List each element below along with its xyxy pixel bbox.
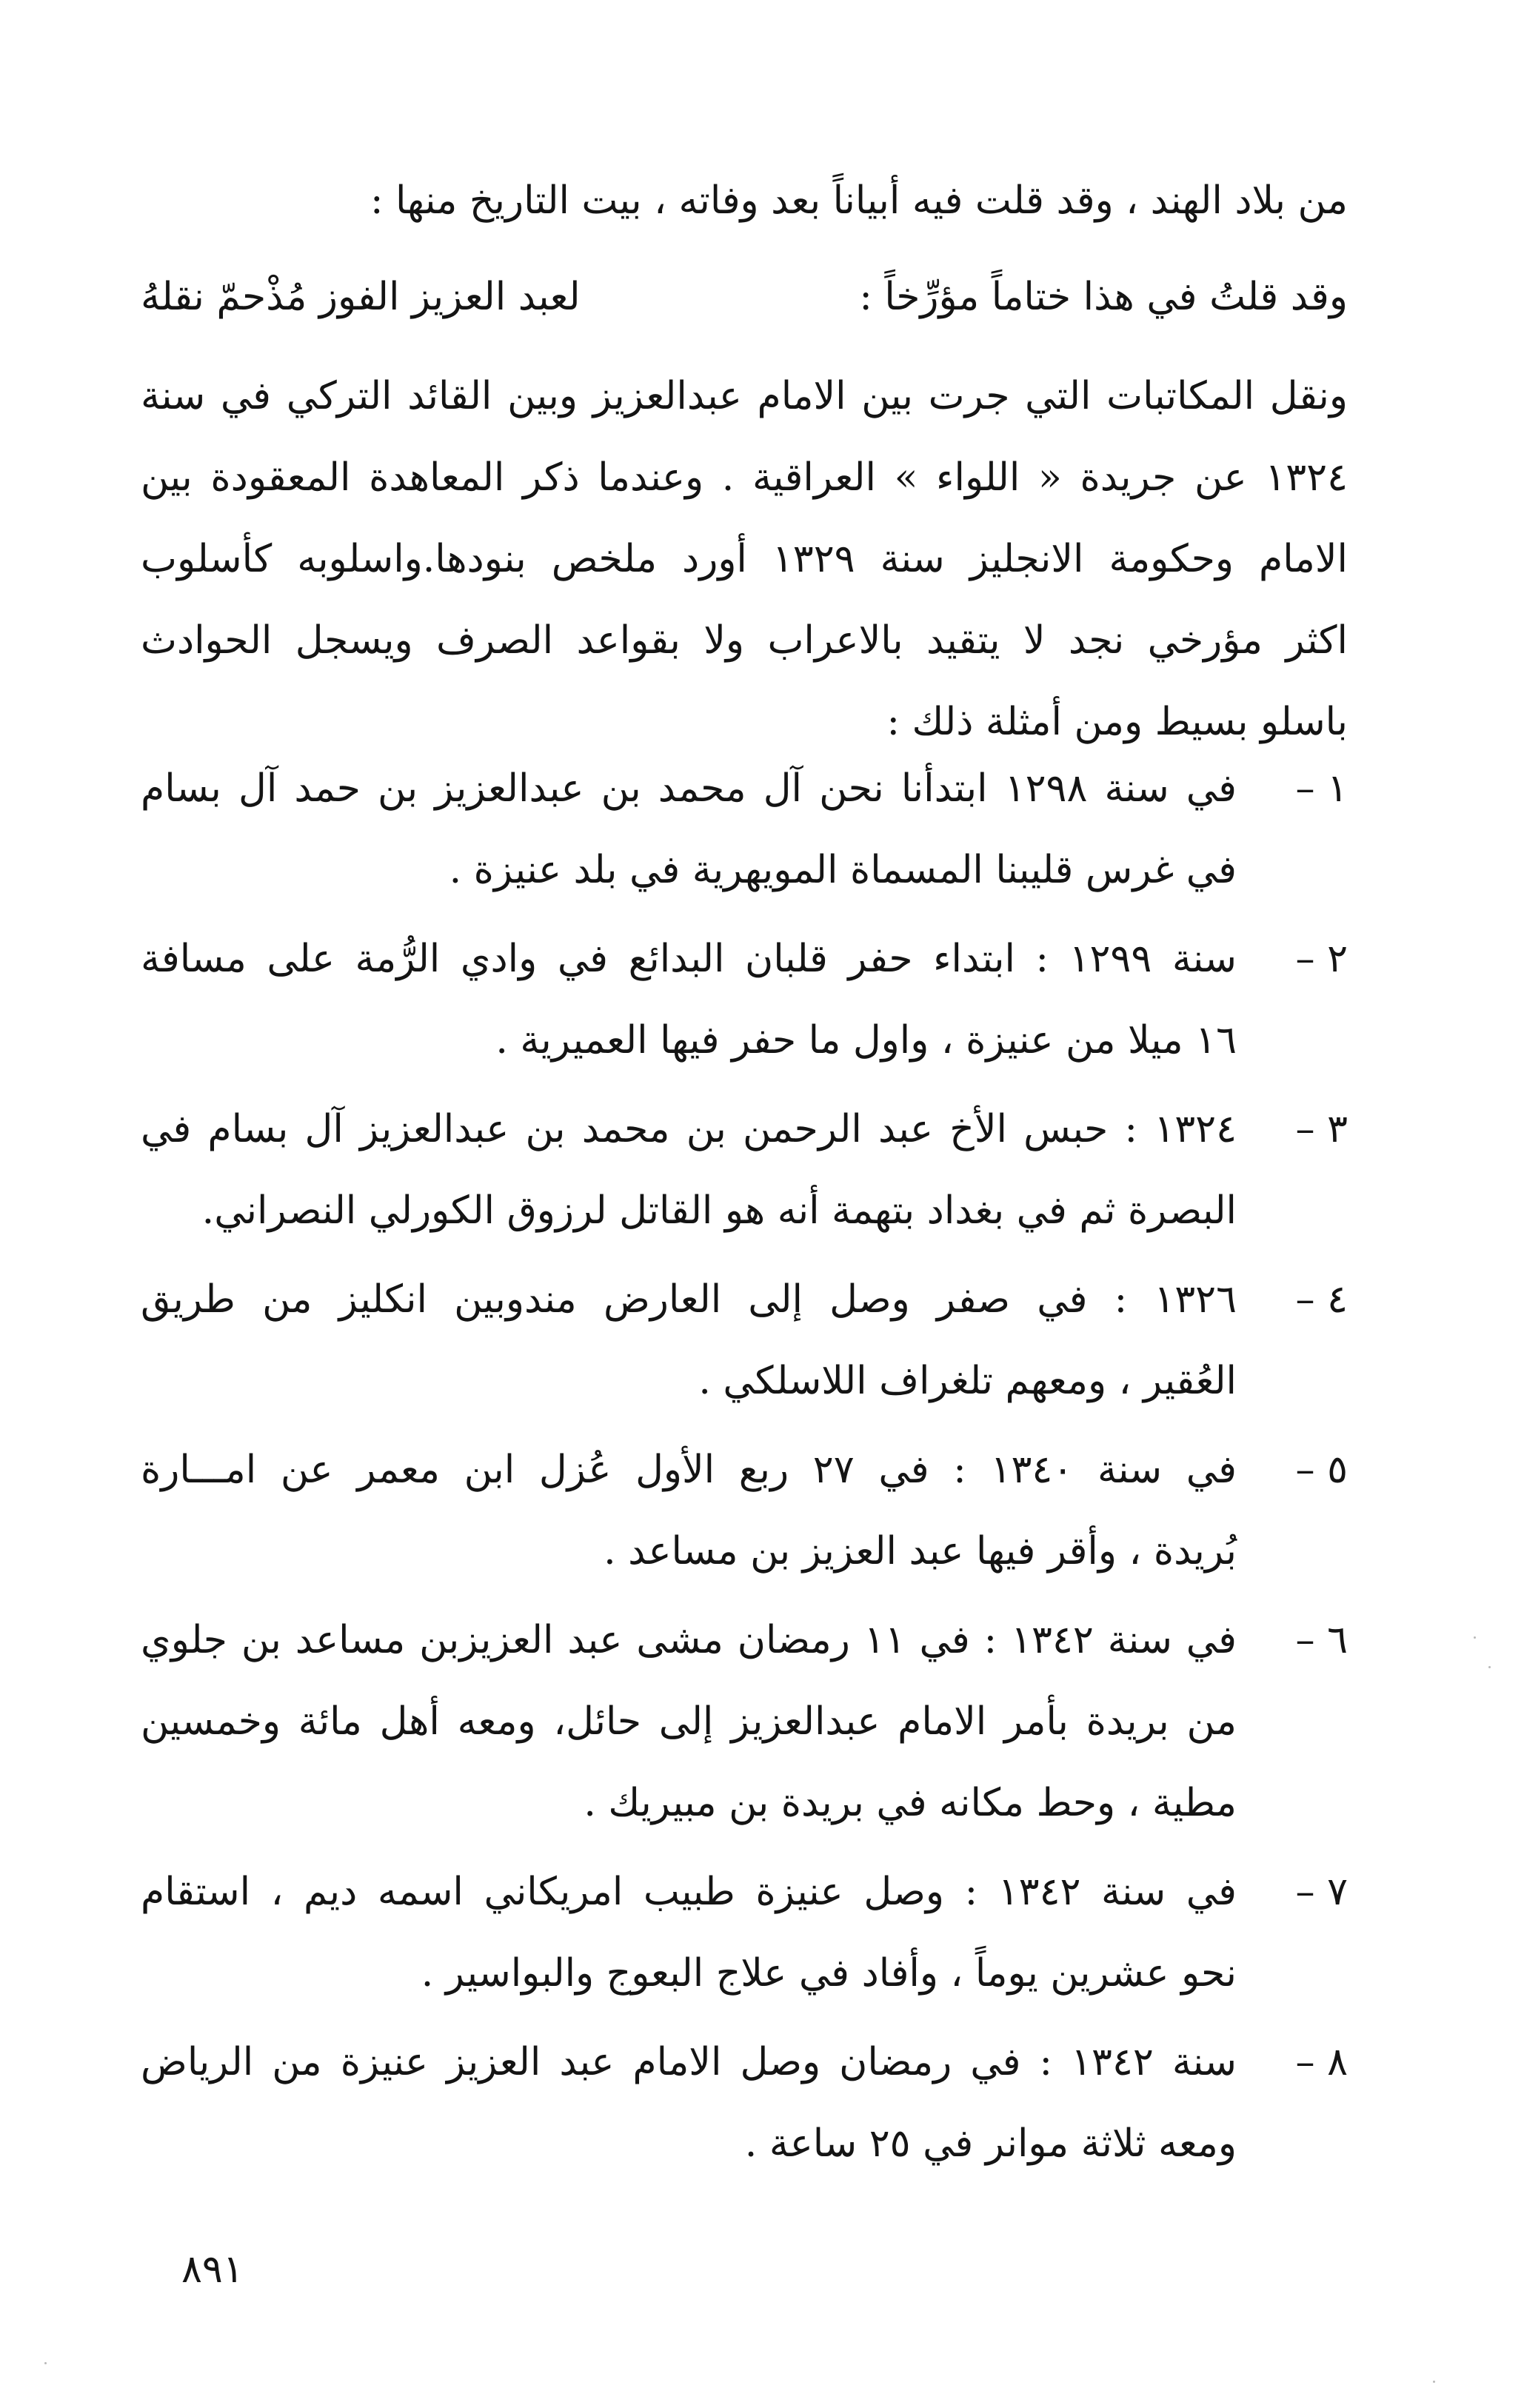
verse-first-hemistich: وقد قلتُ في هذا ختاماً مؤرِّخاً :	[859, 275, 1348, 319]
item-number: ٥ –	[1295, 1448, 1348, 1492]
paragraph-line: ونقل المكاتبات التي جرت بين الامام عبدالعزيز وبين القائد التركي في سنة	[141, 374, 1348, 418]
scan-speck	[1474, 1636, 1476, 1639]
item-number: ٦ –	[1295, 1618, 1348, 1662]
item-line: نحو عشرين يوماً ، وأفاد في علاج البعوج والبواسير .	[421, 1951, 1237, 1996]
item-line: بُريدة ، وأقر فيها عبد العزيز بن مساعد .	[604, 1529, 1237, 1573]
item-line: سنة ١٣٤٢ : في رمضان وصل الامام عبد العزيز عنيزة من الرياض	[141, 2040, 1237, 2084]
item-body	[141, 748, 1237, 911]
item-line: العُقير ، ومعهم تلغراف اللاسلكي .	[698, 1359, 1237, 1403]
item-line: مطية ، وحط مكانه في بريدة بن مبيريك .	[584, 1781, 1237, 1825]
item-line: في غرس قليبنا المسماة المويهرية في بلد عنيزة .	[449, 848, 1237, 892]
item-number: ٤ –	[1295, 1277, 1348, 1322]
item-body	[141, 1088, 1237, 1251]
item-body	[141, 1599, 1237, 1844]
item-body	[141, 1259, 1237, 1422]
item-number: ٣ –	[1295, 1107, 1348, 1151]
scan-speck	[1433, 2381, 1435, 2383]
verse-second-hemistich: لعبد العزيز الفوز مُذْحمّ نقلهُ	[141, 275, 581, 319]
item-line: ومعه ثلاثة موانر في ٢٥ ساعة .	[744, 2121, 1237, 2166]
item-line: البصرة ثم في بغداد بتهمة أنه هو القاتل لرزوق الكورلي النصراني.	[201, 1188, 1237, 1233]
item-body	[141, 1851, 1237, 2014]
intro-text: من بلاد الهند ، وقد قلت فيه أبياناً بعد وفاته ، بيت التاريخ منها :	[370, 178, 1348, 223]
item-body	[141, 1429, 1237, 1592]
item-line: في سنة ١٣٤٢ : وصل عنيزة طبيب امريكاني اسمه ديم ، استقام	[141, 1870, 1237, 1914]
item-number: ٢ –	[1295, 937, 1348, 981]
item-line: في سنة ١٣٤٢ : في ١١ رمضان مشى عبد العزيزبن مساعد بن جلوي	[141, 1618, 1237, 1662]
paragraph-line: الامام وحكومة الانجليز سنة ١٣٢٩ أورد ملخص بنودها.واسلوبه كأسلوب	[141, 537, 1348, 581]
item-line: ١٦ ميلا من عنيزة ، واول ما حفر فيها العميرية .	[495, 1018, 1237, 1063]
item-number: ٨ –	[1295, 2040, 1348, 2084]
body-paragraph	[141, 355, 1348, 763]
item-number: ١ –	[1295, 766, 1348, 811]
page-number: ٨٩١	[181, 2247, 244, 2292]
paragraph-line: ١٣٢٤ عن جريدة « اللواء » العراقية . وعندما ذكر المعاهدة المعقودة بين	[141, 455, 1348, 500]
item-number: ٧ –	[1295, 1870, 1348, 1914]
item-line: من بريدة بأمر الامام عبدالعزيز إلى حائل، ومعه أهل مائة وخمسين	[141, 1699, 1237, 1744]
item-body	[141, 2021, 1237, 2184]
paragraph-line: باسلو بسيط ومن أمثلة ذلك :	[886, 700, 1348, 744]
scan-speck	[1488, 1666, 1491, 1668]
paragraph-line: اكثر مؤرخي نجد لا يتقيد بالاعراب ولا بقواعد الصرف ويسجل الحوادث	[141, 618, 1348, 663]
item-line: في سنة ١٢٩٨ ابتدأنا نحن آل محمد بن عبدالعزيز بن حمد آل بسام	[141, 766, 1237, 811]
item-line: سنة ١٢٩٩ : ابتداء حفر قلبان البدائع في وادي الرُّمة على مسافة	[141, 937, 1237, 981]
scan-speck	[44, 2362, 47, 2364]
item-line: ١٣٢٦ : في صفر وصل إلى العارض مندوبين انكليز من طريق	[141, 1277, 1237, 1322]
item-body	[141, 918, 1237, 1081]
item-line: في سنة ١٣٤٠ : في ٢٧ ربع الأول عُزل ابن معمر عن امـــارة	[141, 1448, 1237, 1492]
item-line: ١٣٢٤ : حبس الأخ عبد الرحمن بن محمد بن عبدالعزيز آل بسام في	[141, 1107, 1237, 1151]
